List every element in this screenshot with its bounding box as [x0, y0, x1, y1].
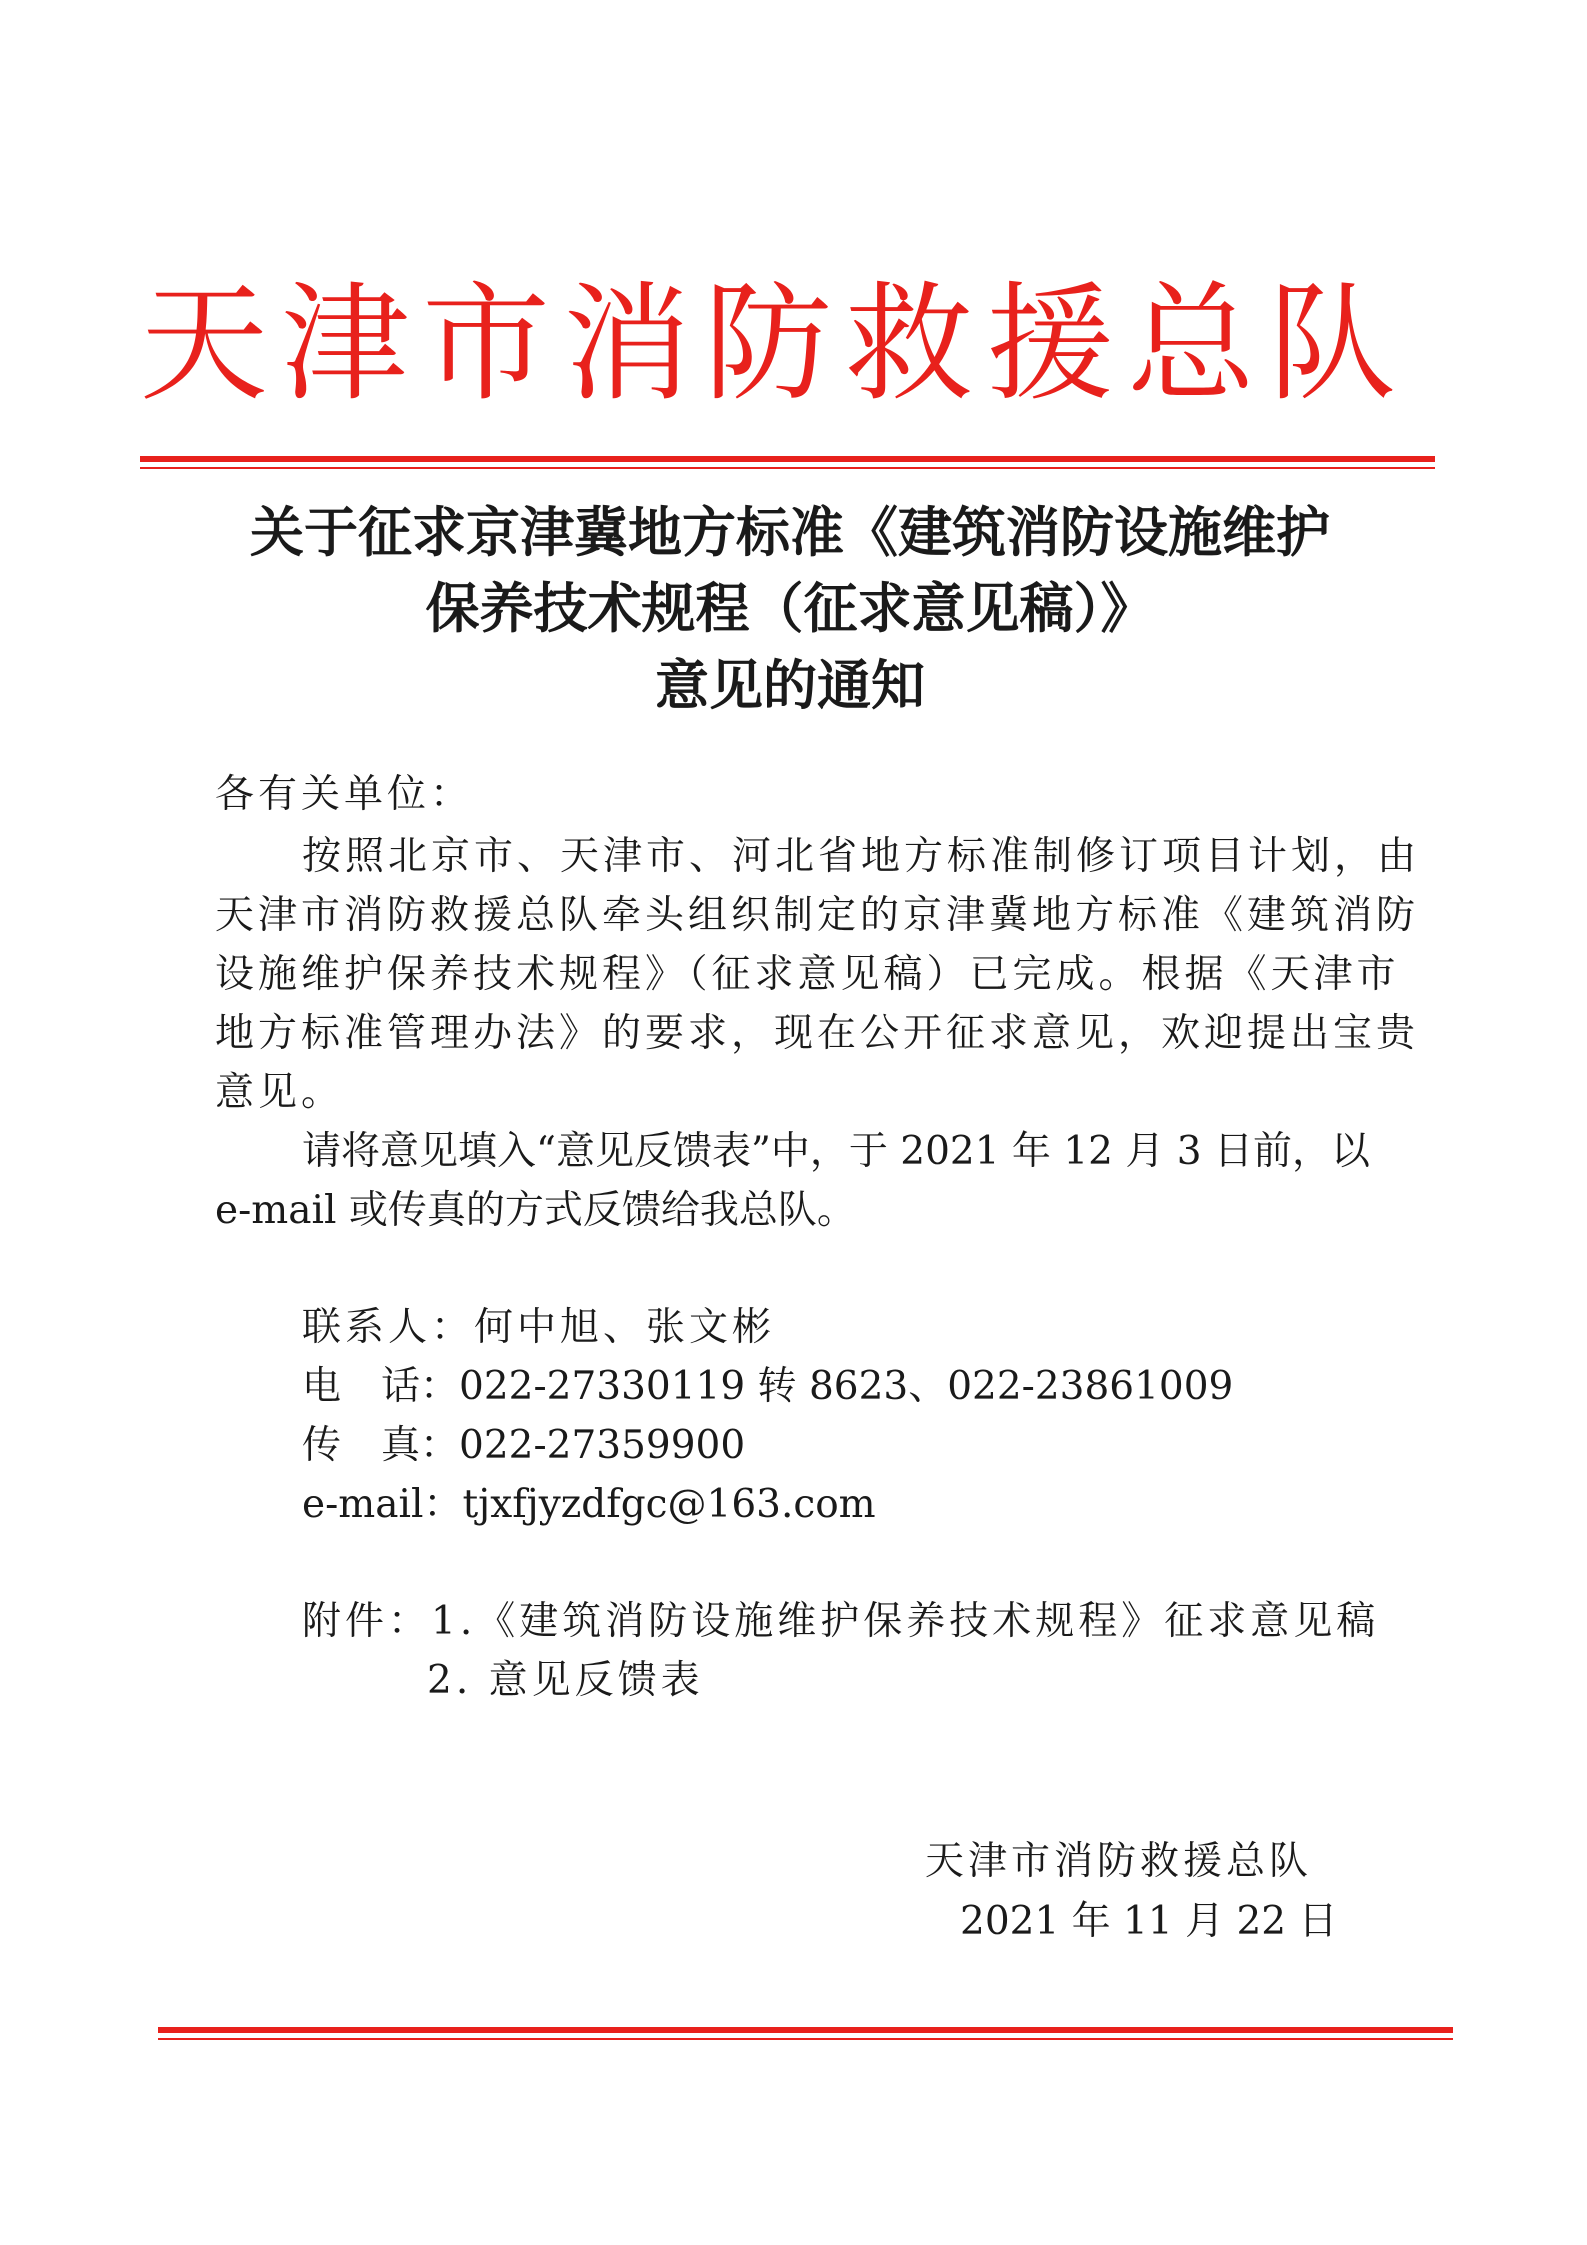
header-divider-thin: [140, 467, 1435, 469]
contact-phone: [302, 1357, 1402, 1416]
footer-divider-thin: [158, 2038, 1453, 2040]
contact-email-value: tjxfjyzdfgc@163.com: [462, 1482, 876, 1527]
contact-phone-label-2: 话：: [381, 1364, 460, 1409]
footer-divider-thick: [158, 2027, 1453, 2033]
paragraph-1-line-5: 意见。: [215, 1070, 345, 1115]
contact-person-label: 联系人：: [302, 1305, 475, 1350]
document-title-line-1: 关于征求京津冀地方标准《建筑消防设施维护: [250, 501, 1330, 564]
document-title-line-2: 保养技术规程（征求意见稿）》: [425, 577, 1155, 640]
contact-phone-value: 022-27330119 转 8623、022-23861009: [459, 1364, 1234, 1409]
contact-person-value: 何中旭、张文彬: [474, 1305, 776, 1350]
contact-phone-label: 电: [302, 1364, 382, 1409]
paragraph-1-line-1: 按照北京市、天津市、河北省地方标准制修订项目计划，由: [302, 834, 1421, 879]
attachment-item-1-text: 1.《建筑消防设施维护保养技术规程》征求意见稿: [431, 1599, 1380, 1644]
document-title-line-3: 意见的通知: [655, 654, 925, 717]
salutation: 各有关单位：: [215, 772, 474, 817]
contact-fax-value: 022-27359900: [459, 1423, 746, 1468]
contact-fax-label: 传: [302, 1423, 382, 1468]
attachments-label: 附件：: [302, 1599, 432, 1644]
attachment-item-2: 2. 意见反馈表: [427, 1658, 704, 1703]
attachment-item-1: [302, 1592, 1402, 1651]
paragraph-1-line-3: 设施维护保养技术规程》（征求意见稿）已完成。根据《天津市: [215, 952, 1400, 997]
contact-fax: [302, 1416, 1402, 1475]
contact-person: [302, 1298, 1402, 1357]
document-header-organization: 天津市消防救援总队: [140, 270, 1410, 419]
paragraph-2-line-1: 请将意见填入“意见反馈表”中，于 2021 年 12 月 3 日前，以: [302, 1129, 1370, 1174]
signature-date: 2021 年 11 月 22 日: [960, 1899, 1338, 1944]
contact-fax-label-2: 真：: [381, 1423, 460, 1468]
signature-organization: 天津市消防救援总队: [925, 1839, 1313, 1884]
contact-email: [302, 1475, 1402, 1534]
paragraph-1-line-4: 地方标准管理办法》的要求，现在公开征求意见，欢迎提出宝贵: [215, 1011, 1420, 1056]
paragraph-2-line-2: e-mail 或传真的方式反馈给我总队。: [215, 1188, 856, 1233]
contact-email-label: e-mail：: [302, 1482, 463, 1527]
paragraph-1-line-2: 天津市消防救援总队牵头组织制定的京津冀地方标准《建筑消防: [215, 893, 1420, 938]
header-divider-thick: [140, 456, 1435, 462]
